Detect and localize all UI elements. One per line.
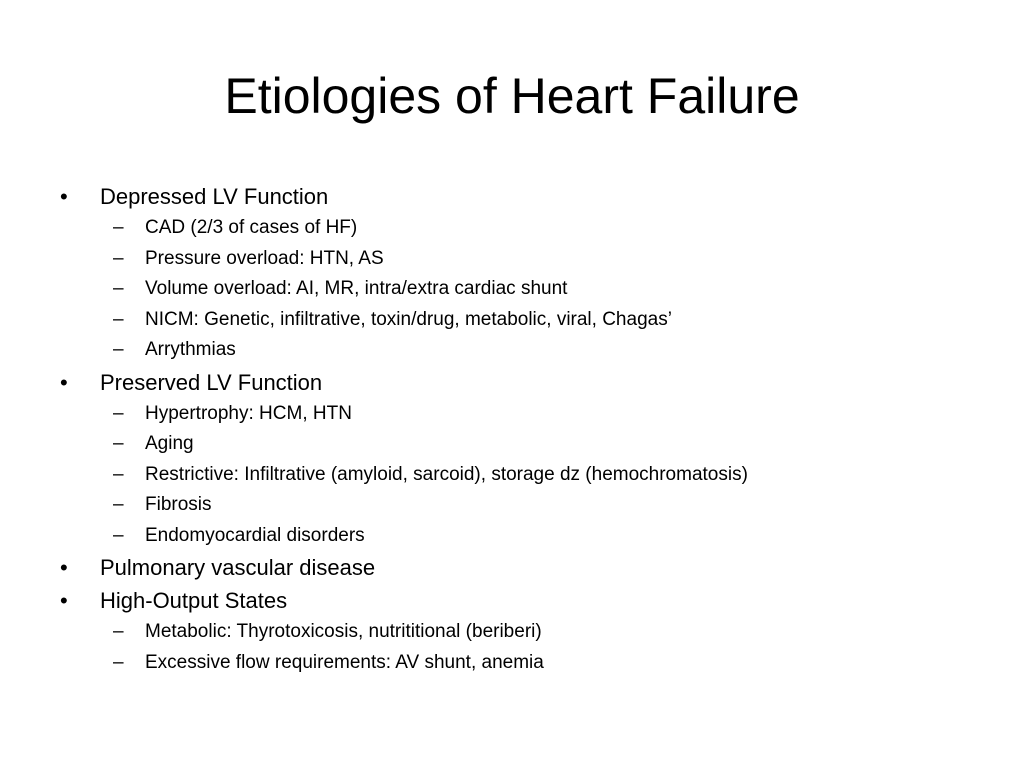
dash-marker: – <box>113 278 124 299</box>
sub-bullet-item <box>100 213 980 244</box>
sub-bullet-item <box>100 617 980 648</box>
dash-marker: – <box>113 524 124 546</box>
sub-bullet-text: Arrythmias <box>145 339 236 360</box>
bullet-list <box>60 180 980 678</box>
sub-bullet-text: Aging <box>145 433 194 454</box>
bullet-item <box>60 584 980 678</box>
bullet-text: Preserved LV Function <box>100 369 323 395</box>
bullet-item <box>60 551 980 584</box>
dash-marker: – <box>113 308 124 330</box>
bullet-text: Depressed LV Function <box>100 184 329 209</box>
sub-bullet-item <box>100 274 980 305</box>
dash-marker: – <box>113 651 124 673</box>
sub-bullet-item <box>100 244 980 275</box>
sub-bullet-item <box>100 521 980 552</box>
dash-marker: – <box>113 402 124 424</box>
sub-bullet-item <box>100 460 980 491</box>
dash-marker: – <box>113 433 124 454</box>
bullet-item <box>60 366 980 552</box>
sub-bullet-text: Excessive flow requirements: AV shunt, anemia <box>145 651 544 673</box>
slide-title: Etiologies of Heart Failure <box>224 68 800 124</box>
slide-body <box>60 180 980 678</box>
dash-marker: – <box>113 217 124 238</box>
sub-bullet-text: Volume overload: AI, MR, intra/extra cardiac shunt <box>145 278 568 299</box>
sub-bullet-text: NICM: Genetic, infiltrative, toxin/drug, metabolic, viral, Chagas’ <box>145 308 672 330</box>
bullet-marker: • <box>60 369 68 395</box>
bullet-text: High-Output States <box>100 588 288 613</box>
bullet-item <box>60 180 980 366</box>
bullet-marker: • <box>60 184 68 209</box>
sub-bullet-text: Hypertrophy: HCM, HTN <box>145 402 352 424</box>
sub-bullet-text: Restrictive: Infiltrative (amyloid, sarcoid), storage dz (hemochromatosis) <box>145 463 748 485</box>
sub-bullet-text: CAD (2/3 of cases of HF) <box>145 217 358 238</box>
sub-bullet-text: Fibrosis <box>145 494 212 515</box>
sub-bullet-item <box>100 648 980 679</box>
sub-bullet-item <box>100 335 980 366</box>
sub-bullet-item <box>100 305 980 336</box>
sub-bullet-list <box>100 399 980 552</box>
dash-marker: – <box>113 247 124 269</box>
sub-bullet-text: Pressure overload: HTN, AS <box>145 247 384 269</box>
sub-bullet-list <box>100 213 980 366</box>
dash-marker: – <box>113 463 124 485</box>
sub-bullet-text: Metabolic: Thyrotoxicosis, nutrititional (beriberi) <box>145 621 542 642</box>
bullet-marker: • <box>60 588 68 613</box>
sub-bullet-text: Endomyocardial disorders <box>145 524 365 546</box>
dash-marker: – <box>113 621 124 642</box>
sub-bullet-list <box>100 617 980 678</box>
sub-bullet-item <box>100 399 980 430</box>
sub-bullet-item <box>100 490 980 521</box>
bullet-marker: • <box>60 555 68 580</box>
bullet-text: Pulmonary vascular disease <box>100 555 376 580</box>
dash-marker: – <box>113 494 124 515</box>
sub-bullet-item <box>100 429 980 460</box>
dash-marker: – <box>113 339 124 360</box>
